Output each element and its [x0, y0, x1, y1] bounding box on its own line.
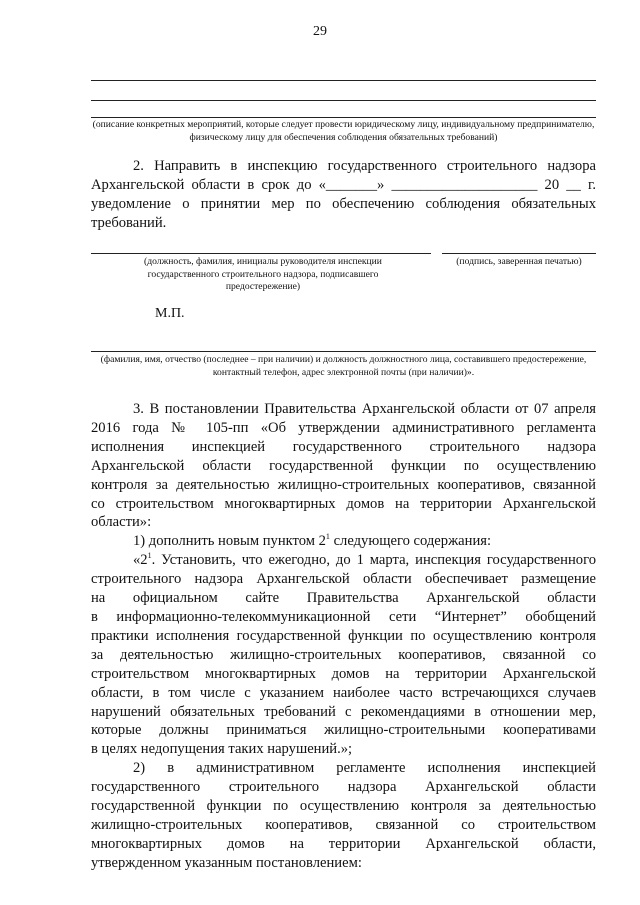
- quote-line: в целях недопущения таких нарушений.»;: [91, 741, 353, 758]
- item2-line: государственного строительного надзора Архангельской области: [91, 779, 596, 796]
- paragraph-3: [91, 400, 596, 873]
- para3-line: контроля за деятельностью жилищно-строительных кооперативов, связанной: [91, 476, 596, 493]
- para3-line: 3. В постановлении Правительства Архангельской области от 07 апреля: [133, 401, 596, 417]
- quote-line: на официальном сайте Правительства Архангельской области: [91, 590, 596, 607]
- item2-line: государственной функции по осуществлению контроля за деятельностью: [91, 798, 596, 815]
- note-measures: (описание конкретных мероприятий, которые следует провести юридическому лицу, индивидуальному предпринимателю, физическому лицу для обеспечения соблюдения обязательных требований): [92, 119, 595, 143]
- para3-line: со строительством многоквартирных домов на территории Архангельской: [91, 495, 596, 512]
- quote-line: за деятельностью жилищно-строительных кооперативов, связанной со: [91, 646, 596, 663]
- para3-line: исполнения инспекцией государственного строительного надзора: [91, 438, 596, 455]
- quote-first-sup: 1: [147, 551, 152, 561]
- signature-line: [442, 253, 596, 254]
- para3-line: Архангельской области государственной функции по осуществлению: [91, 457, 596, 474]
- stamp-mark: М.П.: [155, 306, 185, 321]
- quote-line: в информационно-телекоммуникационной сети “Интернет” обобщений: [91, 608, 596, 625]
- note-official: (должность, фамилия, инициалы руководителя инспекции государственного строительного надзора, подписавшего предостережение): [144, 256, 382, 292]
- quote-first-text: «2: [133, 552, 148, 569]
- quote-line: строительством многоквартирных домов на территории Архангельской: [91, 665, 596, 682]
- paragraph-2: [91, 157, 596, 233]
- blank-line-1: [91, 80, 596, 81]
- note-contact: (фамилия, имя, отчество (последнее – при наличии) и должность должностного лица, составившего предостережение, контактный телефон, адрес электронной почты (при наличии)».: [100, 354, 587, 378]
- item2-line: жилищно-строительных кооперативов, связанной со строительством: [91, 816, 596, 833]
- item2-line: утвержденном указанным постановлением:: [91, 854, 362, 871]
- quote-line: нарушений обязательных требований с рекомендациями в отношении мер,: [91, 703, 596, 720]
- para2-line-3: уведомление о принятии мер по обеспечению соблюдения обязательных: [91, 195, 596, 212]
- official-line: [91, 253, 431, 254]
- quote-line: области, в том числе с указанием наиболее часто встречающихся случаев: [91, 684, 596, 701]
- quote-line: практики исполнения государственной функции по осуществлению контроля: [91, 627, 596, 644]
- para2-line-1: 2. Направить в инспекцию государственного строительного надзора: [133, 158, 596, 174]
- item1-intro: [91, 532, 596, 551]
- quote-line: строительного надзора Архангельской области обеспечивает размещение: [91, 571, 596, 588]
- note-signature: (подпись, заверенная печатью): [456, 256, 582, 267]
- item1-intro-sup: 1: [325, 532, 330, 542]
- page-number: 29: [313, 24, 327, 39]
- quote-line: которые должны приниматься жилищно-строительными кооперативами: [91, 722, 596, 739]
- blank-line-3: [91, 117, 596, 118]
- para2-line-4: требований.: [91, 214, 167, 231]
- blank-line-2: [91, 100, 596, 101]
- quote-first-line: [91, 551, 596, 570]
- item1-intro-text: 1) дополнить новым пунктом 2: [133, 533, 326, 550]
- para3-line: области»:: [91, 514, 152, 531]
- para2-line-2: Архангельской области в срок до «_______» ____________________ 20 __ г.: [91, 176, 596, 193]
- item2-line: 2) в административном регламенте исполнения инспекцией: [133, 760, 596, 777]
- item1-intro-tail: следующего содержания:: [329, 533, 492, 550]
- item2-line: многоквартирных домов на территории Архангельской области,: [91, 835, 596, 852]
- para3-line: 2016 года № 105-пп «Об утверждении административного регламента: [91, 419, 596, 436]
- contact-line: [91, 351, 596, 352]
- quote-first-tail: . Установить, что ежегодно, до 1 марта, инспекция государственного: [151, 552, 596, 569]
